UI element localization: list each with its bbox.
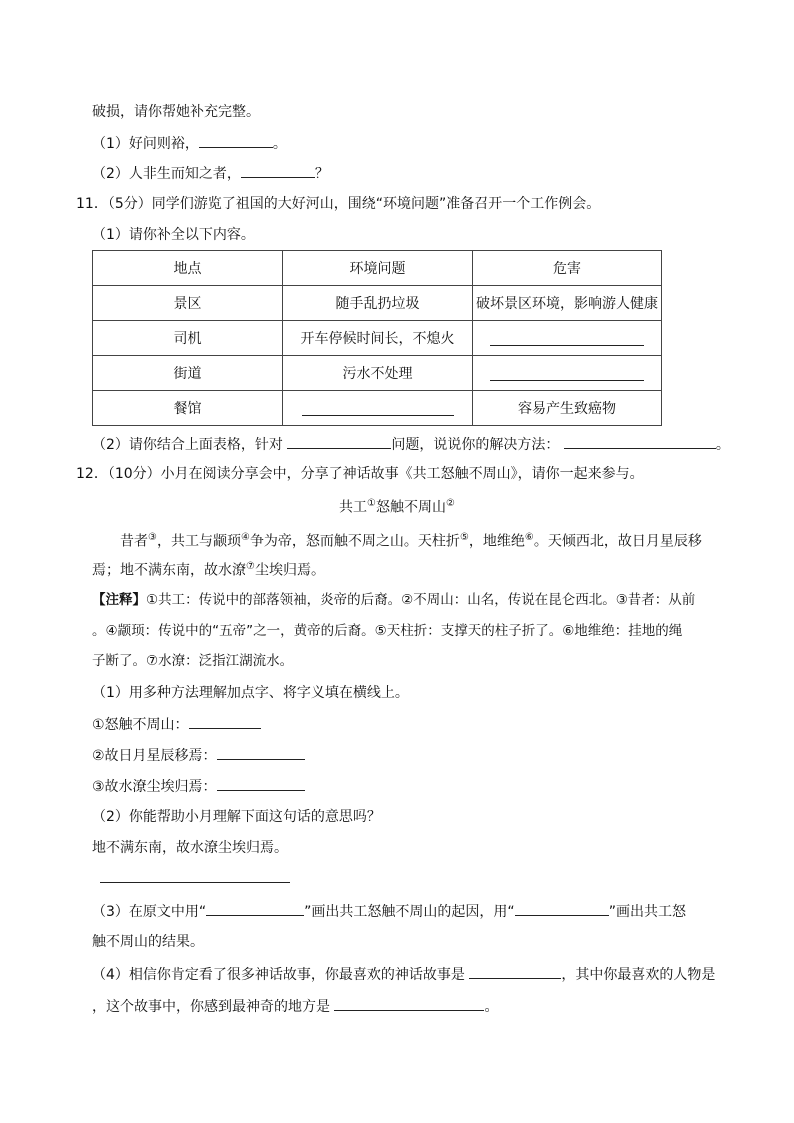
q12-sub2-answer-line[interactable] [100, 868, 290, 889]
q12-sub4: （4）相信你肯定看了很多神话故事，你最喜欢的神话故事是 ，其中你最喜欢的人物是 [92, 964, 715, 985]
table-cell: 随手乱扔垃圾 [283, 286, 473, 321]
answer-blank[interactable] [217, 776, 305, 791]
answer-blank[interactable] [490, 331, 644, 346]
q12-sub1-item-3: ③故水潦尘埃归焉： [92, 776, 305, 797]
q11-sub1: （1）请你补全以下内容。 [92, 227, 255, 243]
q10-item-1: （1）好问则裕， 。 [92, 133, 287, 154]
passage-title: 共工①怒触不周山② [339, 498, 455, 516]
table-header-cell: 危害 [473, 251, 662, 286]
table-row [93, 391, 662, 426]
answer-blank[interactable] [490, 366, 644, 381]
q11-header: 11．（5分）同学们游览了祖国的大好河山，围绕“环境问题”准备召开一个工作例会。 [76, 196, 601, 212]
answer-blank[interactable] [100, 868, 290, 883]
annotation-line-1: 【注释】①共工：传说中的部落领袖，炎帝的后裔。②不周山：山名，传说在昆仑西北。③昔者：从前 [92, 592, 696, 608]
passage-line-2: 焉；地不满东南，故水潦⑦尘埃归焉。 [92, 561, 325, 579]
q12-sub3-cont: 触不周山的结果。 [92, 934, 204, 950]
table-cell-blank[interactable] [473, 356, 662, 391]
q10-item-2: （2）人非生而知之者， ？ [92, 163, 329, 184]
table-header-row [93, 251, 662, 286]
answer-blank[interactable] [199, 133, 273, 148]
table-header-cell: 环境问题 [283, 251, 473, 286]
table-row [93, 356, 662, 391]
table-cell-blank[interactable] [283, 391, 473, 426]
table-cell: 司机 [93, 321, 283, 356]
answer-blank[interactable] [564, 434, 716, 449]
table-cell: 餐馆 [93, 391, 283, 426]
table-row [93, 286, 662, 321]
environment-table [92, 250, 662, 426]
table-row [93, 321, 662, 356]
intro-line: 破损，请你帮她补充完整。 [92, 104, 260, 120]
annotation-line-3: 子断了。⑦水潦：泛指江湖流水。 [92, 653, 294, 669]
answer-blank[interactable] [206, 901, 304, 916]
table-header-cell: 地点 [93, 251, 283, 286]
answer-blank[interactable] [241, 163, 315, 178]
q11-sub2: （2）请你结合上面表格，针对 问题，说说你的解决方法： 。 [92, 434, 730, 455]
q12-sub1-item-2: ②故日月星辰移焉： [92, 745, 305, 766]
table-cell: 街道 [93, 356, 283, 391]
table-cell: 容易产生致癌物 [473, 391, 662, 426]
q12-header: 12．（10分）小月在阅读分享会中，分享了神话故事《共工怒触不周山》，请你一起来参与。 [76, 466, 644, 482]
passage-line-1: 昔者③，共工与颛顼④争为帝，怒而触不周之山。天柱折⑤，地维绝⑥。天倾西北，故日月星辰移 [120, 532, 702, 550]
q12-sub3: （3）在原文中用“ ”画出共工怒触不周山的起因，用“ ”画出共工怒 [92, 901, 686, 922]
annotation-line-2: 。④颛顼：传说中的“五帝”之一，黄帝的后裔。⑤天柱折：支撑天的柱子折了。⑥地维绝：挂地的绳 [92, 623, 683, 639]
answer-blank[interactable] [515, 901, 609, 916]
table-cell: 破坏景区环境，影响游人健康 [473, 286, 662, 321]
answer-blank[interactable] [334, 996, 484, 1011]
q12-sub1: （1）用多种方法理解加点字、将字义填在横线上。 [92, 685, 409, 701]
q12-sub2: （2）你能帮助小月理解下面这句话的意思吗？ [92, 809, 381, 825]
q12-sub1-item-1: ①怒触不周山： [92, 714, 261, 735]
q12-sub2-sentence: 地不满东南，故水潦尘埃归焉。 [92, 840, 288, 856]
table-cell: 污水不处理 [283, 356, 473, 391]
q12-sub4-cont: ，这个故事中，你感到最神奇的地方是 。 [92, 996, 498, 1017]
answer-blank[interactable] [469, 964, 561, 979]
table-cell-blank[interactable] [473, 321, 662, 356]
answer-blank[interactable] [302, 401, 454, 416]
answer-blank[interactable] [189, 714, 261, 729]
answer-blank[interactable] [217, 745, 305, 760]
table-cell: 景区 [93, 286, 283, 321]
answer-blank[interactable] [287, 434, 391, 449]
table-cell: 开车停候时间长，不熄火 [283, 321, 473, 356]
